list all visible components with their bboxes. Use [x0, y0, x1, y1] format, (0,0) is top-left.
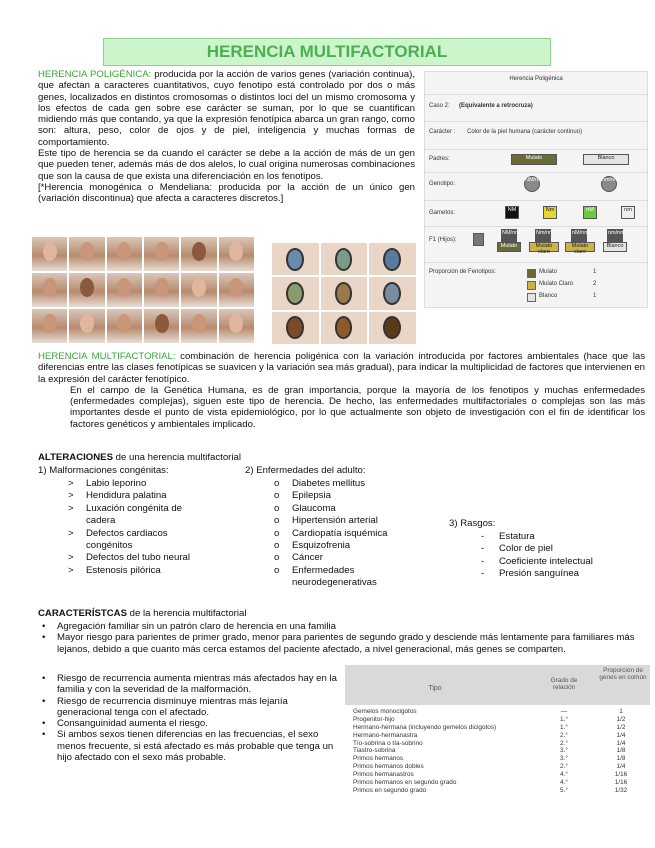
- list-item-text: Glaucoma: [292, 502, 336, 514]
- cell-proporcion: 1/16: [614, 779, 628, 787]
- multifactorial-label: HERENCIA MULTIFACTORIAL:: [38, 351, 176, 362]
- list-item: [274, 540, 412, 552]
- caso-label: Caso 2:: [429, 103, 450, 109]
- faces-photo-grid: [32, 237, 254, 343]
- table-row: [345, 740, 650, 748]
- gamete-box: nm: [621, 206, 635, 219]
- list-item-text: Diabetes mellitus: [292, 478, 366, 489]
- caracteristicas-list-narrow: [42, 673, 339, 764]
- list-item-text: Luxación congénita de cadera: [86, 502, 183, 527]
- padres-label: Padres:: [429, 156, 450, 162]
- list-item: [274, 564, 412, 590]
- circle-bullet-icon: o: [274, 502, 280, 514]
- offspring-genotype: NM/nm: [501, 229, 517, 242]
- cell-grado: 1.°: [560, 715, 568, 723]
- col2-title: 2) Enfermedades del adulto:: [245, 465, 366, 476]
- panel-header: Herencia Poligénica: [509, 76, 563, 82]
- table-header: [345, 665, 650, 705]
- proporcion-label: Proporción de Fenotipos:: [429, 269, 497, 275]
- cell-tipo: Tiastro-sobrina: [353, 747, 396, 755]
- cell-grado: 3.°: [560, 755, 568, 763]
- list-item-text: Epilepsia: [292, 490, 331, 502]
- color-swatch: [527, 293, 536, 302]
- circle-bullet-icon: o: [274, 515, 280, 527]
- offspring-mulato-claro: Mulato claro: [565, 242, 595, 252]
- genotype-circle: nm/nm: [601, 176, 617, 192]
- poligenica-text: producida por la acción de varios genes (variación continua), que afectan a caracteres cuantitativos, cuyo fenotipo está controlado por dos o más genes, localizados en distintos cromosomas o distintos loci del un mismo cromosoma y los efectos de cada gen sobre ese carácter se suman, por lo que se cuantifican midiendo más que contando, ya que la expresión fenotípica abarca un gran rango, como son: altura, peso, color de ojos y de piel, inteligencia y muchas formas de comportamiento.: [38, 69, 415, 148]
- face-photo: [219, 309, 254, 343]
- list-item: [68, 490, 208, 502]
- proportion-row: [527, 279, 637, 291]
- dash-bullet-icon: -: [481, 568, 485, 580]
- poligenica-section: [38, 69, 415, 205]
- header-grado: Grado de relación: [550, 677, 578, 691]
- circle-bullet-icon: o: [274, 564, 280, 576]
- offspring-mulato-claro: Mulato claro: [529, 242, 559, 252]
- caracteristicas-bold: CARACTERÍSTCAS: [38, 608, 128, 619]
- face-photo: [69, 273, 104, 307]
- list-item: [481, 531, 639, 543]
- face-photo: [69, 237, 104, 271]
- cell-proporcion: 1: [619, 708, 623, 715]
- list-item: [68, 564, 208, 577]
- gamete-box: nM: [583, 206, 597, 219]
- list-item-text: Esquizofrenia: [292, 540, 351, 552]
- proportion-name: Mulato Claro: [539, 281, 574, 287]
- multifactorial-text: combinación de herencia poligénica con la variación introducida por factores ambientales (hace que las diferencias entre las clases fenotípicas se suavicen y la variación sea más gradual), para indicar la multiplicidad de factores que intervienen en la expresión del carácter fenotípico.: [38, 351, 645, 385]
- face-photo: [32, 237, 67, 271]
- list-item-text: Si ambos sexos tienen diferencias en las frecuencias, el sexo menos frecuente, si está afectado es más probable que tenga un hijo afectado con el sexo más probable.: [57, 729, 334, 764]
- circle-bullet-icon: o: [274, 490, 280, 502]
- proportion-list: [527, 267, 637, 303]
- dot-bullet-icon: •: [42, 632, 46, 644]
- multifactorial-text-2: En el campo de la Genética Humana, es de gran importancia, porque la mayoría de los fenotipos y muchas enfermedades (enfermedades complejas), siguen este tipo de herencia. De hecho, las enfermedades multifactoriales o complejas son las más importantes desde el punto de vista epidemiológico, por lo que actualmente son objeto de investigación con el fin de identificar los factores genéticos y ambientales implicado.: [70, 384, 645, 430]
- list-item-text: Cardiopatía isquémica: [292, 527, 388, 539]
- circle-bullet-icon: o: [274, 552, 280, 564]
- face-photo: [219, 237, 254, 271]
- list-item: [42, 718, 339, 730]
- list-item-text: Hipertensión arterial: [292, 515, 378, 527]
- table-row: [345, 716, 650, 724]
- face-photo: [69, 309, 104, 343]
- face-photo: [144, 309, 179, 343]
- proportion-count: 1: [593, 293, 597, 299]
- hijos-label: F1 (Hijos):: [429, 237, 457, 243]
- face-photo: [107, 237, 142, 271]
- cell-proporcion: 1/8: [616, 747, 626, 755]
- list-item: [274, 490, 412, 502]
- list-item: [274, 478, 412, 490]
- cell-proporcion: 1/16: [614, 771, 628, 779]
- dot-bullet-icon: •: [42, 695, 46, 707]
- list-item: [42, 695, 339, 719]
- genotipo-label: Genotipo:: [429, 181, 456, 187]
- face-photo: [107, 309, 142, 343]
- rasgos-list: [481, 531, 639, 581]
- cell-tipo: Primos hermanos dobles: [353, 763, 424, 771]
- eye-photo: [321, 277, 368, 309]
- face-photo: [32, 273, 67, 307]
- offspring-genotype: Nm/nm: [535, 229, 551, 242]
- list-item-text: Hendidura palatina: [86, 490, 167, 502]
- list-item: [274, 527, 412, 540]
- list-item: [42, 729, 339, 764]
- proportion-name: Mulato: [539, 269, 558, 275]
- alteraciones-heading: [38, 452, 438, 463]
- dot-bullet-icon: •: [42, 673, 46, 684]
- list-item-text: Defectos cardiacos congénitos: [86, 527, 168, 552]
- list-item-text: Mayor riesgo para parientes de primer grado, menor para parientes de segundo grado y desciende más lentamente para familiares más lejanos, debido a que cuanto más cerca estamos del paciente afectado, a nivel generacional, más genes se comparten.: [57, 632, 635, 655]
- table-row: [345, 732, 650, 740]
- cell-tipo: Progenitor-hijo: [353, 715, 395, 723]
- cell-grado: —: [560, 708, 568, 715]
- face-photo: [181, 273, 216, 307]
- offspring-blanco: Blanco: [603, 242, 627, 252]
- list-item: [68, 527, 208, 553]
- table-row: [345, 755, 650, 763]
- list-item-text: Defectos del tubo neural: [86, 552, 190, 564]
- list-item-text: Presión sanguínea: [499, 568, 580, 580]
- caracter-value: Color de la piel humana (carácter continuo): [467, 129, 583, 135]
- list-item-text: Enfermedades neurodegenerativas: [292, 564, 377, 589]
- offspring-genotype: nM/nm: [571, 229, 587, 242]
- list-item-text: Labio leporino: [86, 478, 147, 489]
- cell-grado: 4.°: [560, 771, 568, 779]
- list-item: [68, 502, 208, 528]
- genotype-circle: NM/nm: [524, 176, 540, 192]
- gamete-box: NM: [505, 206, 519, 219]
- dash-bullet-icon: -: [481, 531, 485, 542]
- offspring-genotype: nm/nm: [607, 229, 623, 242]
- cell-proporcion: 1/4: [616, 763, 626, 771]
- cell-tipo: Gemelos monocigotos: [353, 708, 417, 715]
- color-swatch: [527, 269, 536, 278]
- cell-tipo: Tío-sobrina o tía-sobrino: [353, 739, 423, 747]
- table-body: [345, 705, 650, 795]
- list-item: [274, 515, 412, 527]
- offspring-mulato: Mulato: [497, 242, 521, 252]
- list-item-text: Riesgo de recurrencia disminuye mientras más lejanía generacional tenga con el afectado.: [57, 695, 288, 718]
- eye-photo: [321, 243, 368, 275]
- cell-grado: 4.°: [560, 779, 568, 787]
- header-tipo: Tipo: [428, 685, 442, 692]
- eyes-photo-grid: [272, 243, 416, 344]
- dot-bullet-icon: •: [42, 621, 46, 632]
- multifactorial-paragraph: [38, 351, 645, 385]
- malformaciones-list: [68, 478, 208, 577]
- eye-photo: [369, 277, 416, 309]
- cell-proporcion: 1/4: [616, 739, 626, 747]
- list-item: [274, 552, 412, 564]
- kinship-table: [345, 665, 650, 795]
- table-row: [345, 763, 650, 771]
- blanco-chip: Blanco: [583, 154, 629, 165]
- cell-grado: 5.°: [560, 786, 568, 794]
- list-item-text: Coeficiente intelectual: [499, 555, 593, 567]
- poligenica-text-2: Este tipo de herencia se da cuando el carácter se debe a la acción de más de un gen que pueden tener, además más de dos alelos, lo cual origina numerosas combinaciones que son la causa de que exista una diferenciación en los fenotipos.: [38, 148, 415, 182]
- list-item-text: Color de piel: [499, 543, 553, 555]
- table-row: [345, 708, 650, 716]
- face-photo: [181, 309, 216, 343]
- list-item: [42, 621, 642, 632]
- cell-grado: 2.°: [560, 763, 568, 771]
- cell-grado: 1.°: [560, 723, 568, 731]
- poligenica-paragraph: [38, 69, 415, 148]
- proportion-count: 1: [593, 269, 597, 275]
- cell-tipo: Primos hermanos: [353, 755, 404, 763]
- list-item-text: Consanguinidad aumenta el riesgo.: [57, 718, 208, 730]
- col3-title: 3) Rasgos:: [449, 518, 496, 529]
- mulato-chip: Mulato: [511, 154, 557, 165]
- arrow-bullet-icon: >: [68, 564, 74, 576]
- table-row: [345, 779, 650, 787]
- eye-photo: [369, 312, 416, 344]
- enfermedades-list: [274, 478, 412, 590]
- list-item: [68, 478, 208, 490]
- face-photo: [181, 237, 216, 271]
- proportion-row: [527, 267, 637, 279]
- proportion-count: 2: [593, 281, 597, 287]
- circle-bullet-icon: o: [274, 527, 280, 539]
- caracteristicas-heading: [38, 608, 438, 619]
- dash-bullet-icon: -: [481, 555, 485, 567]
- eye-photo: [272, 243, 319, 275]
- color-swatch: [527, 281, 536, 290]
- arrow-bullet-icon: >: [68, 527, 74, 539]
- polygenic-diagram: [424, 71, 648, 308]
- circle-bullet-icon: o: [274, 540, 280, 552]
- offspring-icon: [473, 233, 484, 246]
- list-item: [42, 673, 339, 696]
- list-item: [481, 543, 639, 555]
- table-row: [345, 787, 650, 795]
- table-row: [345, 771, 650, 779]
- face-photo: [144, 237, 179, 271]
- dot-bullet-icon: •: [42, 718, 46, 730]
- circle-bullet-icon: o: [274, 478, 280, 489]
- arrow-bullet-icon: >: [68, 478, 74, 489]
- table-row: [345, 724, 650, 732]
- list-item-text: Agregación familiar sin un patrón claro de herencia en una familia: [57, 621, 336, 632]
- face-photo: [107, 273, 142, 307]
- cell-proporcion: 1/2: [616, 715, 626, 723]
- poligenica-label: HERENCIA POLIGÉNICA:: [38, 69, 152, 80]
- cell-proporcion: 1/32: [614, 786, 628, 794]
- eye-photo: [369, 243, 416, 275]
- cell-tipo: Primos en segundo grado: [353, 786, 427, 794]
- eye-photo: [272, 312, 319, 344]
- cell-grado: 2.°: [560, 739, 568, 747]
- dash-bullet-icon: -: [481, 543, 485, 555]
- caracteristicas-list-wide: [42, 621, 642, 655]
- face-photo: [32, 309, 67, 343]
- list-item: [481, 568, 639, 580]
- col1-title: 1) Malformaciones congénitas:: [38, 465, 169, 476]
- list-item: [274, 502, 412, 515]
- cell-proporcion: 1/8: [616, 755, 626, 763]
- cell-grado: 2.°: [560, 731, 568, 739]
- list-item: [481, 555, 639, 568]
- eye-photo: [321, 312, 368, 344]
- arrow-bullet-icon: >: [68, 490, 74, 502]
- gamete-box: Nm: [543, 206, 557, 219]
- list-item: [68, 552, 208, 564]
- header-proporcion: Proporción de genes en común: [599, 667, 647, 681]
- cell-tipo: Hermano-hermanastra: [353, 731, 418, 739]
- monogenica-note: [*Herencia monogénica o Mendeliana: producida por la acción de un único gen (variación discontinua) que afecta a caracteres discretos.]: [38, 181, 415, 205]
- eye-photo: [272, 277, 319, 309]
- cell-grado: 3.°: [560, 747, 568, 755]
- caracteristicas-rest: de la herencia multifactorial: [127, 608, 247, 619]
- alteraciones-rest: de una herencia multifactorial: [112, 452, 241, 463]
- caso-value: (Equivalente a retrocruza): [459, 103, 533, 109]
- cell-tipo: Hermano-hermana (incluyendo gemelos dicigotos): [353, 723, 497, 731]
- list-item-text: Estenosis pilórica: [86, 564, 161, 576]
- cell-tipo: Primos hermanastros: [353, 771, 414, 779]
- proportion-row: [527, 291, 637, 303]
- cell-proporcion: 1/4: [616, 731, 626, 739]
- cell-tipo: Primos hermanos en segundo grado: [353, 779, 457, 787]
- table-row: [345, 747, 650, 755]
- face-photo: [144, 273, 179, 307]
- list-item: [42, 632, 642, 655]
- alteraciones-bold: ALTERACIONES: [38, 452, 113, 463]
- list-item-text: Riesgo de recurrencia aumenta mientras más afectados hay en la familia y con la severidad de la malformación.: [57, 673, 337, 696]
- dot-bullet-icon: •: [42, 729, 46, 741]
- list-item-text: Estatura: [499, 531, 535, 542]
- proportion-name: Blanco: [539, 293, 558, 299]
- face-photo: [219, 273, 254, 307]
- arrow-bullet-icon: >: [68, 502, 74, 514]
- page-title: HERENCIA MULTIFACTORIAL: [103, 38, 551, 66]
- gametos-label: Gametos:: [429, 210, 456, 216]
- cell-proporcion: 1/2: [616, 723, 626, 731]
- arrow-bullet-icon: >: [68, 552, 74, 564]
- multifactorial-section: [38, 351, 645, 430]
- list-item-text: Cáncer: [292, 552, 323, 564]
- caracter-label: Carácter :: [429, 129, 456, 135]
